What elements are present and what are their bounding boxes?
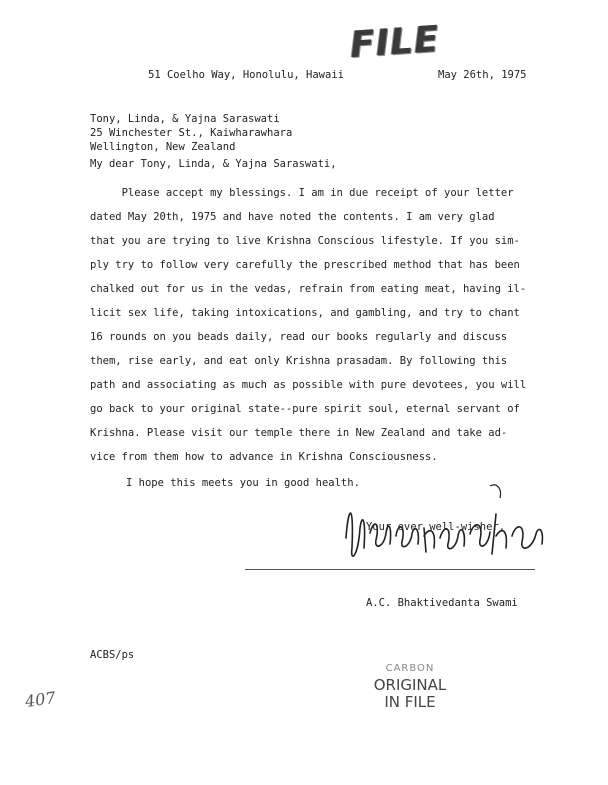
body-line: path and associating as much as possible with pure devotees, you will (90, 379, 527, 391)
closing-line: I hope this meets you in good health. (126, 477, 360, 489)
signer-name: A.C. Bhaktivedanta Swami (366, 597, 518, 609)
signature-rule (245, 569, 535, 570)
body-line: licit sex life, taking intoxications, and gambling, and try to chant (90, 307, 520, 319)
body-line: dated May 20th, 1975 and have noted the contents. I am very glad (90, 211, 495, 223)
body-line: go back to your original state--pure spirit soul, eternal servant of (90, 403, 520, 415)
recipient-line: Tony, Linda, & Yajna Saraswati (90, 113, 280, 125)
stamp-line-2: IN FILE (384, 693, 436, 711)
body-line: vice from them how to advance in Krishna Consciousness. (90, 451, 438, 463)
stamp-carbon-text: CARBON (385, 663, 435, 674)
typist-initials: ACBS/ps (90, 649, 135, 661)
margin-handwritten-mark: 407 (23, 687, 57, 712)
recipient-line: 25 Winchester St., Kaiwharawhara (90, 127, 293, 139)
body-line: ply try to follow very carefully the prescribed method that has been (90, 259, 520, 271)
stamp-line-1: ORIGINAL (373, 676, 447, 694)
regards-line: Your ever well-wisher, (366, 521, 506, 533)
recipient-line: Wellington, New Zealand (90, 141, 236, 153)
file-stamp: FILE (348, 18, 441, 67)
body-line: that you are trying to live Krishna Conscious lifestyle. If you sim- (90, 235, 520, 247)
body-line: them, rise early, and eat only Krishna prasadam. By following this (90, 355, 508, 367)
body-line: 16 rounds on you beads daily, read our books regularly and discuss (90, 331, 508, 343)
body-line: Krishna. Please visit our temple there in New Zealand and take ad- (90, 427, 508, 439)
return-address: 51 Coelho Way, Honolulu, Hawaii (148, 69, 344, 81)
salutation: My dear Tony, Linda, & Yajna Saraswati, (90, 158, 337, 170)
body-line: Please accept my blessings. I am in due receipt of your letter (90, 187, 514, 199)
original-in-file-stamp (365, 660, 455, 711)
body-line: chalked out for us in the vedas, refrain from eating meat, having il- (90, 283, 527, 295)
letter-date: May 26th, 1975 (438, 69, 527, 81)
